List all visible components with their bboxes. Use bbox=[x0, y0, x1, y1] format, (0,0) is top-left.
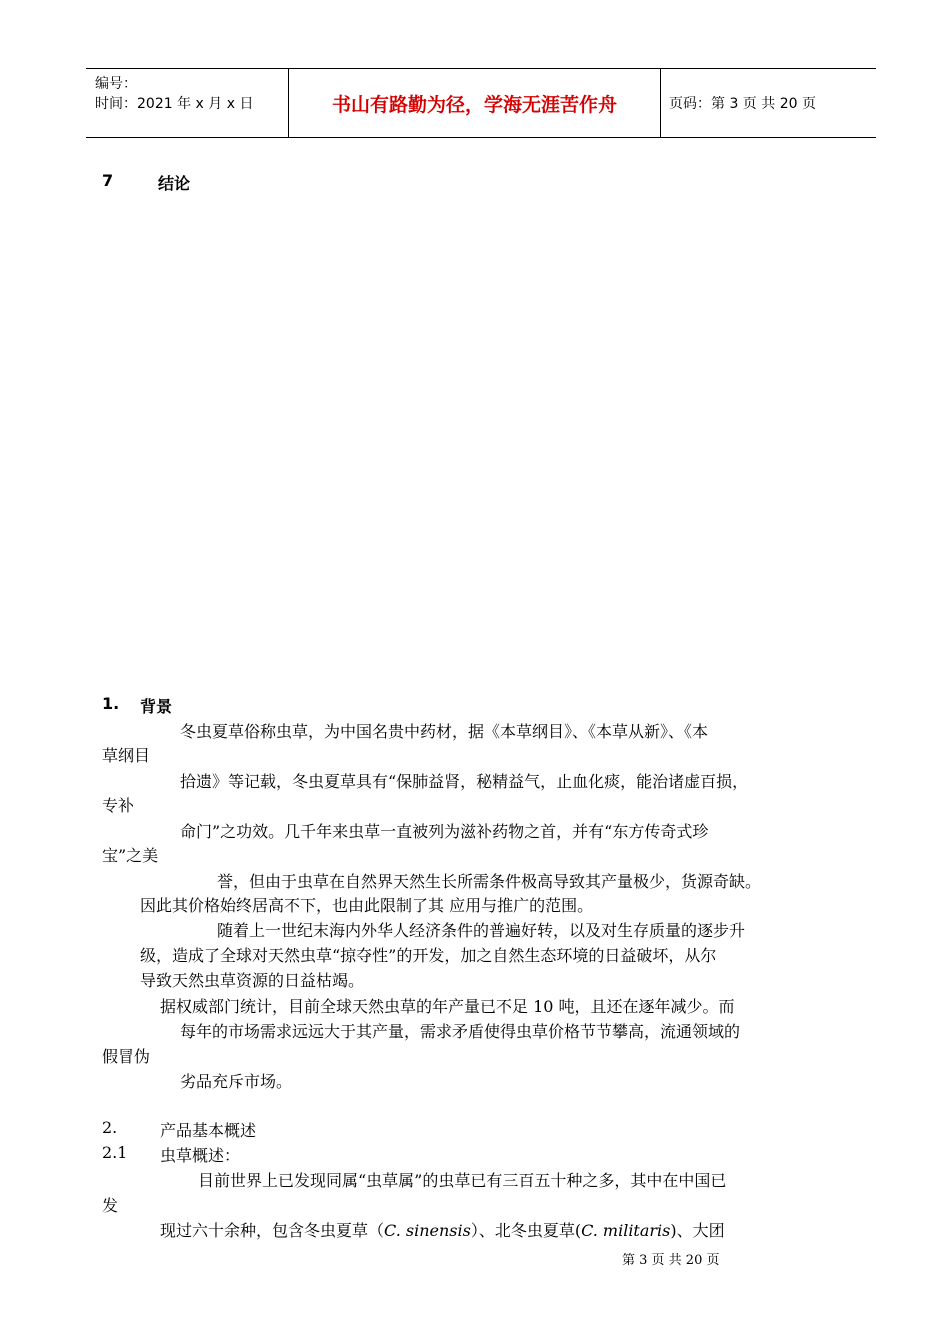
paragraph-line: 专补 bbox=[102, 796, 135, 815]
background-heading: 背景 bbox=[140, 697, 173, 716]
header-motto-cell bbox=[288, 69, 661, 137]
paragraph-line: 发 bbox=[102, 1196, 119, 1215]
species-name: C. sinensis bbox=[384, 1221, 471, 1240]
motto-text: 书山有路勤为径，学海无涯苦作舟 bbox=[331, 93, 617, 116]
paragraph-line: 命门”之功效。几千年来虫草一直被列为滋补药物之首，并有“东方传奇式珍 bbox=[180, 822, 709, 841]
paragraph-line: 假冒伪 bbox=[102, 1047, 151, 1066]
section21-number: 2.1 bbox=[102, 1143, 128, 1162]
section2-number: 2. bbox=[102, 1118, 118, 1137]
paragraph-line: 每年的市场需求远远大于其产量，需求矛盾使得虫草价格节节攀高，流通领域的 bbox=[180, 1022, 741, 1041]
background-number: 1. bbox=[102, 694, 120, 713]
number-label: 编号： bbox=[95, 76, 137, 92]
header-left-cell bbox=[86, 69, 288, 137]
species-name: C. militaris bbox=[581, 1221, 671, 1240]
paragraph-line: 誉，但由于虫草在自然界天然生长所需条件极高导致其产量极少，货源奇缺。 bbox=[217, 872, 762, 891]
paragraph-line: 草纲目 bbox=[102, 746, 151, 765]
conclusion-heading: 结论 bbox=[158, 174, 191, 193]
section21-heading: 虫草概述： bbox=[160, 1146, 241, 1165]
paragraph-line: 级，造成了全球对天然虫草“掠夺性”的开发，加之自然生态环境的日益破坏，从尔 bbox=[140, 946, 717, 965]
page-footer: 第 3 页 共 20 页 bbox=[622, 1253, 720, 1268]
paragraph-line: 导致天然虫草资源的日益枯竭。 bbox=[140, 971, 365, 990]
time-label: 时间：2021 年 x 月 x 日 bbox=[95, 96, 254, 112]
paragraph-line: 冬虫夏草俗称虫草，为中国名贵中药材，据《本草纲目》、《本草从新》、《本 bbox=[180, 722, 709, 741]
paragraph-line: 拾遗》等记载，冬虫夏草具有“保肺益肾，秘精益气，止血化痰，能治诸虚百损， bbox=[180, 772, 749, 791]
paragraph-line-species bbox=[160, 1218, 725, 1241]
paragraph-line: 因此其价格始终居高不下，也由此限制了其 应用与推广的范围。 bbox=[140, 896, 594, 915]
text-run: )、大团 bbox=[670, 1221, 725, 1240]
paragraph-line: 劣品充斥市场。 bbox=[180, 1072, 293, 1091]
paragraph-line: 宝”之美 bbox=[102, 846, 159, 865]
paragraph-line: 据权威部门统计，目前全球天然虫草的年产量已不足 10 吨，且还在逐年减少。而 bbox=[160, 997, 735, 1016]
conclusion-number: 7 bbox=[102, 171, 114, 190]
paragraph-line: 目前世界上已发现同属“虫草属”的虫草已有三百五十种之多，其中在中国已 bbox=[198, 1171, 727, 1190]
text-run: 现过六十余种，包含冬虫夏草（ bbox=[160, 1221, 385, 1240]
text-run: ）、北冬虫夏草( bbox=[470, 1221, 582, 1240]
page-label: 页码：第 3 页 共 20 页 bbox=[669, 96, 816, 112]
header-page-cell bbox=[661, 69, 876, 137]
page-header bbox=[86, 68, 876, 138]
section2-heading: 产品基本概述 bbox=[160, 1121, 257, 1140]
paragraph-line: 随着上一世纪末海内外华人经济条件的普遍好转，以及对生存质量的逐步升 bbox=[217, 921, 746, 940]
